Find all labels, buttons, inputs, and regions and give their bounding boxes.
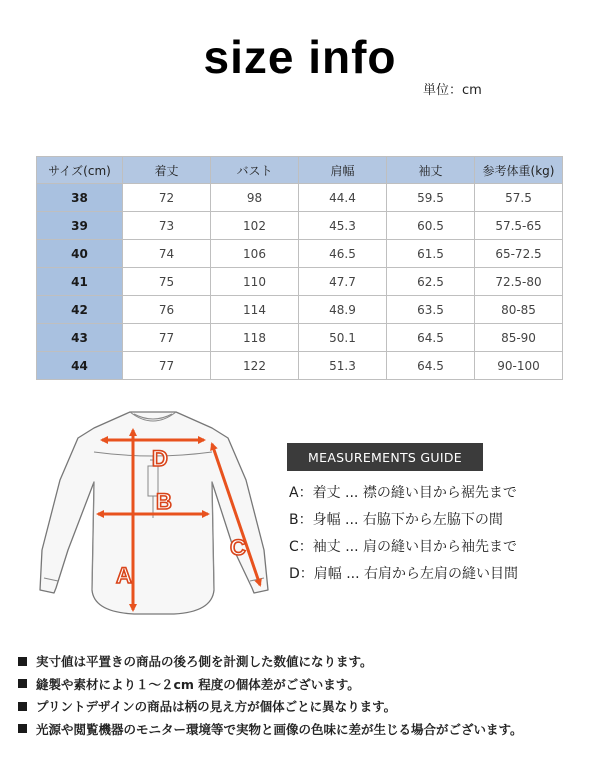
table-cell: 61.5 xyxy=(387,240,475,268)
header-shoulder: 肩幅 xyxy=(299,157,387,184)
table-cell: 77 xyxy=(123,324,211,352)
table-cell: 80-85 xyxy=(475,296,563,324)
guide-item-b: B：身幅 ... 右脇下から左脇下の間 xyxy=(289,512,503,528)
table-cell: 44.4 xyxy=(299,184,387,212)
label-b: B xyxy=(156,489,172,514)
table-row xyxy=(37,296,563,324)
table-cell: 76 xyxy=(123,296,211,324)
table-header-row xyxy=(37,157,563,184)
table-cell: 102 xyxy=(211,212,299,240)
shirt-diagram xyxy=(34,400,274,640)
table-cell: 63.5 xyxy=(387,296,475,324)
size-cell: 40 xyxy=(37,240,123,268)
table-cell: 85-90 xyxy=(475,324,563,352)
page-title: size info xyxy=(203,31,397,83)
table-cell: 48.9 xyxy=(299,296,387,324)
table-cell: 90-100 xyxy=(475,352,563,380)
measurements-guide-list xyxy=(289,483,518,591)
table-cell: 110 xyxy=(211,268,299,296)
bullet-square-icon xyxy=(18,657,27,666)
size-cell: 38 xyxy=(37,184,123,212)
bullet-square-icon xyxy=(18,724,27,733)
table-cell: 73 xyxy=(123,212,211,240)
note-item xyxy=(18,650,523,673)
measurements-guide-banner: MEASUREMENTS GUIDE xyxy=(287,443,483,471)
size-table xyxy=(36,156,563,380)
table-cell: 51.3 xyxy=(299,352,387,380)
notes-list xyxy=(18,650,523,740)
label-d: D xyxy=(152,446,168,471)
header-sleeve: 袖丈 xyxy=(387,157,475,184)
table-cell: 64.5 xyxy=(387,352,475,380)
table-cell: 106 xyxy=(211,240,299,268)
table-row xyxy=(37,352,563,380)
note-item xyxy=(18,718,523,741)
table-cell: 74 xyxy=(123,240,211,268)
table-cell: 72.5-80 xyxy=(475,268,563,296)
note-item xyxy=(18,673,523,696)
unit-label: 単位：cm xyxy=(423,83,482,98)
size-cell: 41 xyxy=(37,268,123,296)
guide-item-a: A：着丈 ... 襟の縫い目から裾先まで xyxy=(289,485,517,501)
header-length: 着丈 xyxy=(123,157,211,184)
bullet-square-icon xyxy=(18,702,27,711)
header-size: サイズ(cm) xyxy=(37,157,123,184)
table-cell: 50.1 xyxy=(299,324,387,352)
table-row xyxy=(37,324,563,352)
table-cell: 118 xyxy=(211,324,299,352)
table-cell: 60.5 xyxy=(387,212,475,240)
note-text: 光源や閲覧機器のモニター環境等で実物と画像の色味に差が生じる場合がございます。 xyxy=(36,721,523,737)
note-text: 実寸値は平置きの商品の後ろ側を計測した数値になります。 xyxy=(36,654,373,670)
table-row xyxy=(37,184,563,212)
size-cell: 39 xyxy=(37,212,123,240)
table-cell: 72 xyxy=(123,184,211,212)
bullet-square-icon xyxy=(18,679,27,688)
table-cell: 65-72.5 xyxy=(475,240,563,268)
label-a: A xyxy=(116,563,132,588)
table-row xyxy=(37,268,563,296)
table-cell: 98 xyxy=(211,184,299,212)
table-row xyxy=(37,212,563,240)
note-text: プリントデザインの商品は柄の見え方が個体ごとに異なります。 xyxy=(36,699,397,715)
table-cell: 75 xyxy=(123,268,211,296)
table-cell: 114 xyxy=(211,296,299,324)
guide-item-d: D：肩幅 ... 右肩から左肩の縫い目間 xyxy=(289,566,519,582)
table-cell: 122 xyxy=(211,352,299,380)
table-cell: 47.7 xyxy=(299,268,387,296)
size-cell: 42 xyxy=(37,296,123,324)
table-row xyxy=(37,240,563,268)
note-text: 縫製や素材により１～２cm 程度の個体差がございます。 xyxy=(36,676,360,692)
header-bust: バスト xyxy=(211,157,299,184)
size-cell: 43 xyxy=(37,324,123,352)
table-cell: 45.3 xyxy=(299,212,387,240)
label-c: C xyxy=(230,535,246,560)
table-cell: 62.5 xyxy=(387,268,475,296)
header-weight: 参考体重(kg) xyxy=(475,157,563,184)
table-cell: 46.5 xyxy=(299,240,387,268)
guide-item-c: C：袖丈 ... 肩の縫い目から袖先まで xyxy=(289,539,518,555)
table-cell: 64.5 xyxy=(387,324,475,352)
size-cell: 44 xyxy=(37,352,123,380)
table-cell: 57.5 xyxy=(475,184,563,212)
table-cell: 77 xyxy=(123,352,211,380)
table-cell: 57.5-65 xyxy=(475,212,563,240)
note-item xyxy=(18,695,523,718)
table-cell: 59.5 xyxy=(387,184,475,212)
